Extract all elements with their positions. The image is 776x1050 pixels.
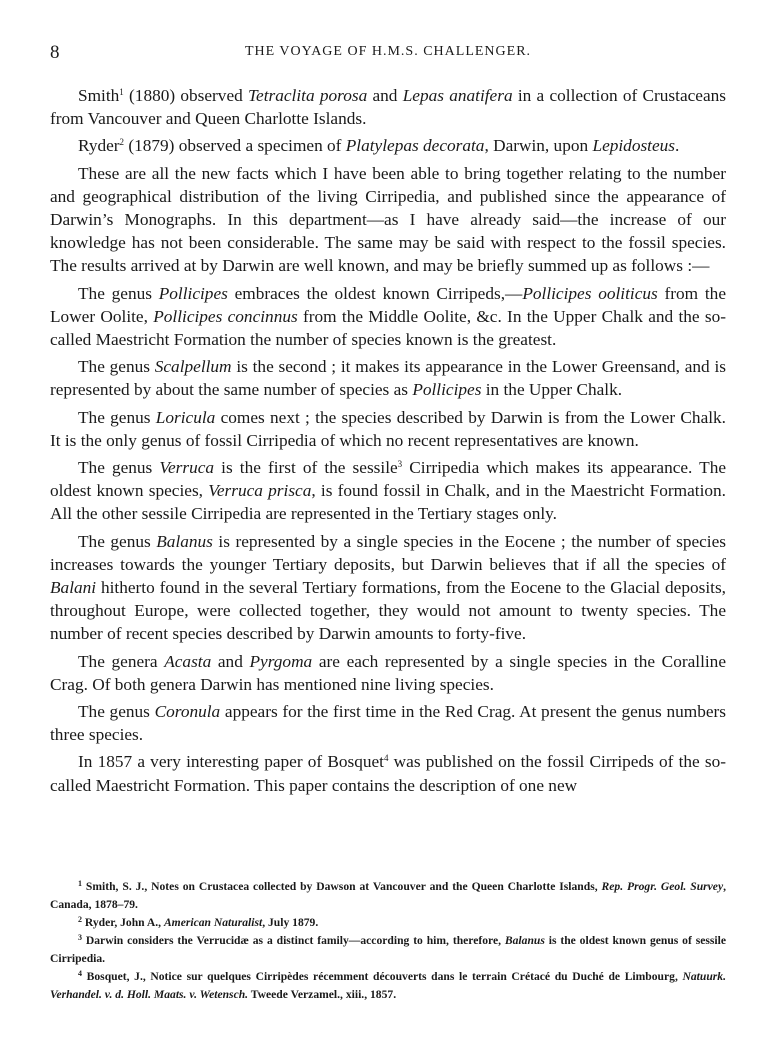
paragraph-loricula: The genus Loricula comes next ; the species described by Darwin is from the Lower Chalk. It is the only genus of fossil Cirripedia of which no recent representatives are known. [50,407,726,450]
paragraph-balanus: The genus Balanus is represented by a single species in the Eocene ; the number of species increases towards the younger Tertiary deposits, but Darwin believes that if all the species of Balani hitherto found in the several Tertiary formations, from the Eocene to the Glacial deposits, throughout Europe, were collected together, they would not amount to twenty species. The number of recent species described by Darwin amounts to forty-five. [50,531,727,644]
paragraph-scalpellum: The genus Scalpellum is the second ; it makes its appearance in the Lower Greensand, and is represented by about the same number of species as Pollicipes in the Upper Chalk. [50,357,726,400]
paragraph-bosquet: In 1857 a very interesting paper of Bosquet$^4$ was published on the fossil Cirripeds of the so-called Maestricht Formation. This paper contains the description of one new [50,752,726,795]
footnote-4: $^4$ Bosquet, J., Notice sur quelques Cirripèdes récemment découverts dans le terrain Crétacé du Duché de Limbourg, Natuurk. Verhandel. v. d. Holl. Maats. v. Wetensch. Tweede Verzamel., xiii., 1857. [50,969,726,1001]
paragraph-pollicipes: The genus Pollicipes embraces the oldest known Cirripeds,—Pollicipes ooliticus from the Lower Oolite, Pollicipes concinnus from the Middle Oolite, &c. In the Upper Chalk and the so-called Maestricht Formation the number of species known is the greatest. [50,283,727,350]
page-header [50,42,726,66]
footnotes [50,878,726,1004]
footnote-1: $^1$ Smith, S. J., Notes on Crustacea collected by Dawson at Vancouver and the Queen Charlotte Islands, Rep. Progr. Geol. Survey, Canada, 1878–79. [50,879,727,911]
page-number: 8 [50,42,60,63]
footnote-ref-2[interactable]: 2 [119,137,125,148]
running-title: THE VOYAGE OF H.M.S. CHALLENGER. [244,44,532,59]
paragraph-verruca: The genus Verruca is the first of the sessile$^3$ Cirripedia which makes its appearance. The oldest known species, Verruca prisca, is found fossil in Chalk, and in the Maestricht Formation. All the other sessile Cirripedia are represented in the Tertiary stages only. [50,458,727,524]
footnote-3: $^3$ Darwin considers the Verrucidæ as a distinct family—according to him, therefore, Balanus is the oldest known genus of sessile Cirripedia. [50,933,726,965]
paragraph-coronula: The genus Coronula appears for the first time in the Red Crag. At present the genus numbers three species. [50,702,726,745]
paragraph-acasta-pyrgoma: The genera Acasta and Pyrgoma are each represented by a single species in the Coralline Crag. Of both genera Darwin has mentioned nine living species. [50,651,726,694]
paragraph-ryder: Ryder$^2$ (1879) observed a specimen of Platylepas decorata, Darwin, upon Lepidosteus. [78,136,680,156]
footnote-2: $^2$ Ryder, John A., American Naturalist, July 1879. [78,915,319,929]
footnote-ref-1[interactable]: 1 [119,87,124,97]
footnote-ref-3[interactable]: 3 [397,459,403,470]
footnote-ref-4[interactable]: 4 [383,753,389,764]
paragraph-summary: These are all the new facts which I have been able to bring together relating to the number and geographical distribution of the living Cirripedia, and published since the appearance of Darwin’s Monographs. In this department—as I have already said—the increase of our knowledge has not been considerable. The same may be said with respect to the fossil species. The results arrived at by Darwin are well known, and may be briefly summed up as follows :— [50,163,726,276]
paragraph-smith: Smith$^1$ (1880) observed Tetraclita porosa and Lepas anatifera in a collection of Crustaceans from Vancouver and Queen Charlotte Islands. [50,86,726,129]
body-text [50,84,726,797]
